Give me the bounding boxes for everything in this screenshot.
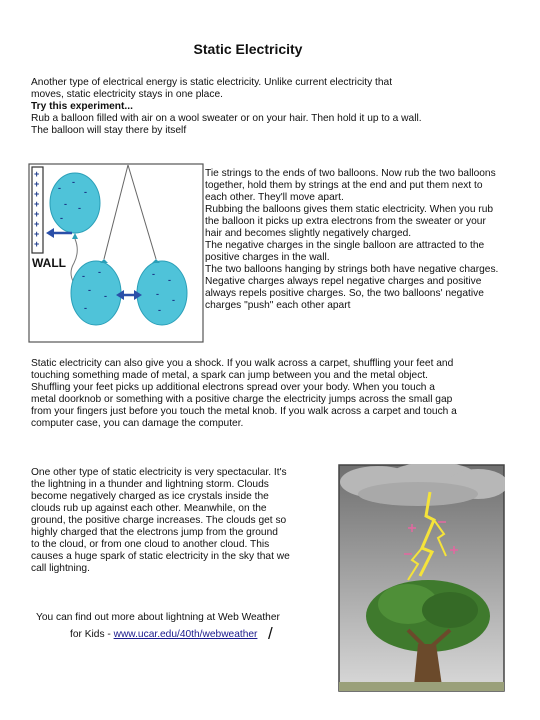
text-line: causes a huge spark of static electricity in the sky that we <box>31 551 290 562</box>
text-line: the balloon it picks up extra electrons from the sweater or your <box>205 216 486 227</box>
text-line: Rubbing the balloons gives them static electricity. When you rub <box>205 204 494 215</box>
text-line: call lightning. <box>31 563 90 574</box>
text-line: Static electricity can also give you a shock. If you walk across a carpet, shuffling your feet and <box>31 358 454 369</box>
plus-charge: + <box>34 229 40 239</box>
text-line: Tie strings to the ends of two balloons. Now rub the two balloons <box>205 168 496 179</box>
slash-mark: / <box>268 624 273 643</box>
minus-charge: - <box>78 203 81 213</box>
minus-charge: - <box>88 285 91 295</box>
plus-charge: + <box>34 199 40 209</box>
balloon-single <box>50 173 100 233</box>
minus-charge: - <box>64 199 67 209</box>
text-line: The negative charges in the single balloon are attracted to the <box>205 240 485 251</box>
plus-charge: + <box>34 239 40 249</box>
text-line: from your fingers just before you touch the metal knob. If you walk across a carpet and touch a <box>31 406 457 417</box>
text-line: The balloon will stay there by itself <box>31 125 187 136</box>
minus-charge: - <box>168 275 171 285</box>
page-title: Static Electricity <box>193 41 303 57</box>
text-line: computer case, you can damage the computer. <box>31 418 244 429</box>
text-line: each other. They'll move apart. <box>205 192 344 203</box>
lightning-tree-illustration <box>338 464 505 692</box>
for-kids-label: for Kids - <box>70 629 114 640</box>
text-line: become negatively charged as ice crystals inside the <box>31 491 269 502</box>
text-line: Another type of electrical energy is static electricity. Unlike current electricity that <box>31 77 393 88</box>
minus-charge: - <box>172 295 175 305</box>
text-line: The two balloons hanging by strings both have negative charges. <box>205 264 499 275</box>
minus-charge: - <box>158 305 161 315</box>
text-line: ground, the positive charge increases. The clouds get so <box>31 515 287 526</box>
balloon-right <box>137 261 187 325</box>
balloon-experiment-text <box>205 168 515 312</box>
text-line: touching something made of metal, a spark can jump between you and the metal object. <box>31 370 428 381</box>
minus-charge: - <box>84 303 87 313</box>
text-line: Shuffling your feet picks up additional electrons spread over your body. When you touch a <box>31 382 435 393</box>
text-line: always repels positive charges. So, the two balloons' negative <box>205 288 484 299</box>
text-line: Rub a balloon filled with air on a wool sweater or on your hair. Then hold it up to a wall. <box>31 113 422 124</box>
text-line: charges "push" each other apart <box>205 300 351 311</box>
plus-charge: + <box>34 209 40 219</box>
text-line: metal doorknob or something with a positive charge the electricity jumps across the small gap <box>31 394 453 405</box>
text-line: together, hold them by strings at the end and put them next to <box>205 180 483 191</box>
try-experiment-label: Try this experiment... <box>31 101 133 112</box>
lightning-paragraph <box>31 467 316 575</box>
more-info-text: You can find out more about lightning at Web Weather <box>36 612 280 623</box>
text-line: One other type of static electricity is very spectacular. It's <box>31 467 287 478</box>
minus-charge: - <box>152 269 155 279</box>
plus-charge: + <box>34 169 40 179</box>
plus-charge: + <box>34 219 40 229</box>
text-line: hair and becomes slightly negatively charged. <box>205 228 412 239</box>
minus-charge: - <box>60 213 63 223</box>
wall-label: WALL <box>32 256 66 270</box>
minus-charge: - <box>82 271 85 281</box>
text-line: to the cloud, or from one cloud to another cloud. This <box>31 539 270 550</box>
minus-charge: - <box>98 267 101 277</box>
text-line: highly charged that the electrons jump from the ground <box>31 527 278 538</box>
text-line: positive charges in the wall. <box>205 252 330 263</box>
minus-charge: - <box>156 289 159 299</box>
minus-charge: - <box>84 187 87 197</box>
plus-charge: + <box>34 179 40 189</box>
plus-charge: + <box>34 189 40 199</box>
shock-paragraph <box>31 358 501 430</box>
text-line: Negative charges always repel negative charges and positive <box>205 276 482 287</box>
text-line: clouds rub up against each other. Meanwhile, on the <box>31 503 267 514</box>
web-weather-link[interactable]: www.ucar.edu/40th/webweather <box>113 629 258 640</box>
intro-paragraph <box>31 77 501 137</box>
minus-charge: - <box>58 183 61 193</box>
minus-charge: - <box>72 177 75 187</box>
text-line: moves, static electricity stays in one place. <box>31 89 223 100</box>
balloon-left <box>71 261 121 325</box>
minus-charge: - <box>104 291 107 301</box>
balloon-wall-diagram <box>28 163 204 343</box>
for-kids-line <box>70 629 257 640</box>
text-line: the lightning in a thunder and lightning storm. Clouds <box>31 479 269 490</box>
